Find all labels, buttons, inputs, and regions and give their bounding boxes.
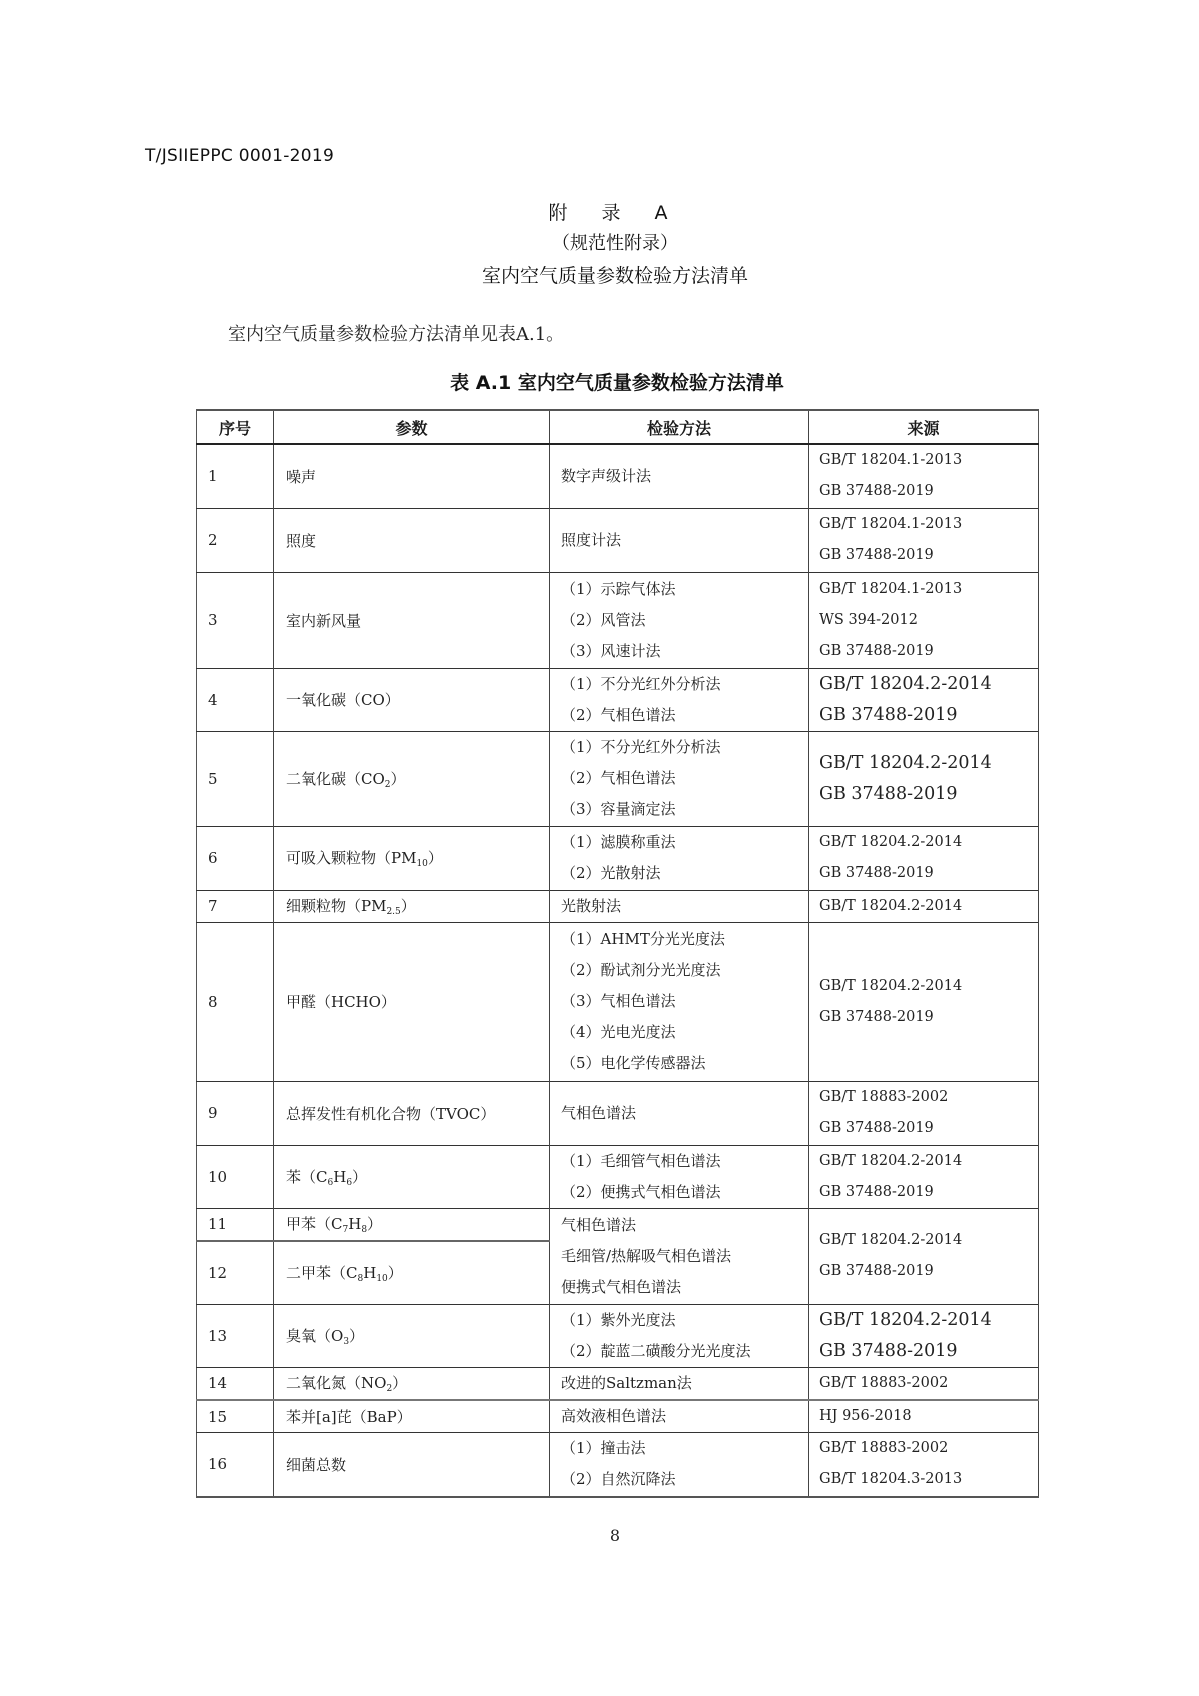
source-cell — [809, 1367, 1039, 1400]
column-header-method: 检验方法 — [550, 410, 809, 444]
methods-table — [196, 409, 1039, 1498]
param-text: ） — [392, 1374, 408, 1393]
table-row — [197, 826, 1039, 890]
param-subscript: 3 — [343, 1336, 350, 1347]
column-header-param: 参数 — [274, 410, 550, 444]
source-cell — [809, 1304, 1039, 1367]
row-number: 6 — [197, 826, 274, 890]
method-line: 毛细管/热解吸气相色谱法 — [561, 1246, 732, 1265]
parameter-cell: 一氧化碳（CO） — [274, 668, 550, 731]
table-row — [197, 1145, 1039, 1208]
table-row — [197, 1208, 1039, 1241]
param-text: 臭氧（O — [286, 1326, 344, 1345]
source-line: WS 394-2012 — [819, 611, 918, 628]
table-row — [197, 890, 1039, 922]
source-line: GB/T 18204.2-2014 — [819, 673, 992, 694]
param-text: ） — [427, 849, 443, 867]
method-line: （3）气相色谱法 — [561, 992, 676, 1010]
source-line: GB/T 18204.2-2014 — [819, 1232, 963, 1248]
source-cell — [809, 572, 1039, 668]
source-line: GB/T 18883-2002 — [819, 1440, 949, 1457]
parameter-cell — [274, 1367, 550, 1400]
param-text: 二甲苯（C — [286, 1263, 358, 1282]
param-text: 二氧化氮（NO — [286, 1374, 387, 1393]
method-cell — [550, 890, 809, 922]
param-text: H — [363, 1263, 377, 1282]
source-line: GB 37488-2019 — [819, 1008, 934, 1025]
method-line: （1）不分光红外分析法 — [561, 738, 721, 756]
table-row — [197, 572, 1039, 668]
method-cell — [550, 1400, 809, 1433]
row-number: 5 — [197, 731, 274, 826]
param-text: ） — [390, 769, 406, 788]
page-number: 8 — [609, 1526, 621, 1545]
method-line: （3）风速计法 — [561, 641, 661, 660]
method-line: （2）酚试剂分光光度法 — [561, 961, 721, 979]
method-line: （2）气相色谱法 — [561, 705, 676, 724]
parameter-cell — [274, 1304, 550, 1367]
param-subscript: 6 — [327, 1177, 334, 1188]
method-line: （2）靛蓝二磺酸分光光度法 — [561, 1341, 751, 1360]
method-line: 气相色谱法 — [561, 1215, 637, 1234]
parameter-cell — [274, 890, 550, 922]
parameter-cell: 总挥发性有机化合物（TVOC） — [274, 1081, 550, 1145]
source-cell — [809, 508, 1039, 572]
param-text: H — [348, 1215, 362, 1234]
source-line: GB 37488-2019 — [819, 483, 934, 500]
row-number: 2 — [197, 508, 274, 572]
method-cell — [550, 1433, 809, 1497]
method-cell — [550, 668, 809, 731]
source-cell — [809, 1400, 1039, 1433]
parameter-cell: 细菌总数 — [274, 1433, 550, 1497]
method-cell — [550, 1145, 809, 1208]
table-row — [197, 668, 1039, 731]
table-header-row — [197, 410, 1039, 444]
method-line: （1）示踪气体法 — [561, 579, 676, 598]
source-cell — [809, 890, 1039, 922]
method-line: （1）紫外光度法 — [561, 1310, 676, 1329]
row-number: 12 — [197, 1241, 274, 1304]
param-subscript: 2 — [386, 1384, 393, 1395]
source-line: GB/T 18204.1-2013 — [819, 452, 963, 469]
source-cell — [809, 922, 1039, 1081]
table-row — [197, 1367, 1039, 1400]
parameter-cell — [274, 731, 550, 826]
source-line: GB 37488-2019 — [819, 865, 934, 881]
row-number: 11 — [197, 1208, 274, 1241]
method-line: 便携式气相色谱法 — [561, 1277, 682, 1296]
source-line: GB/T 18204.2-2014 — [819, 977, 963, 994]
param-text: ） — [387, 1263, 403, 1282]
param-text: 二氧化碳（CO — [286, 769, 385, 788]
source-line: GB/T 18204.3-2013 — [819, 1471, 963, 1488]
method-cell — [550, 826, 809, 890]
row-number: 15 — [197, 1400, 274, 1433]
source-line: GB/T 18204.2-2014 — [819, 897, 963, 914]
method-line: （2）自然沉降法 — [561, 1470, 676, 1489]
row-number: 8 — [197, 922, 274, 1081]
method-line: （1）毛细管气相色谱法 — [561, 1151, 721, 1170]
method-cell — [550, 1081, 809, 1145]
parameter-cell — [274, 1241, 550, 1304]
method-line: （1）撞击法 — [561, 1439, 646, 1458]
row-number: 7 — [197, 890, 274, 922]
source-line: GB/T 18204.2-2014 — [819, 1152, 963, 1169]
table-row — [197, 1400, 1039, 1433]
source-line: GB/T 18883-2002 — [819, 1089, 949, 1105]
source-cell — [809, 444, 1039, 508]
method-cell — [550, 1208, 809, 1304]
source-line: GB/T 18204.2-2014 — [819, 834, 963, 850]
source-line: GB 37488-2019 — [819, 547, 934, 563]
source-line: GB 37488-2019 — [819, 1263, 934, 1279]
source-line: HJ 956-2018 — [819, 1408, 912, 1424]
method-line: （1）不分光红外分析法 — [561, 674, 721, 693]
row-number: 1 — [197, 444, 274, 508]
method-line: （1）滤膜称重法 — [561, 833, 676, 851]
source-cell — [809, 731, 1039, 826]
method-line: （1）AHMT分光光度法 — [561, 930, 725, 948]
param-subscript: 7 — [342, 1225, 349, 1236]
method-cell — [550, 1304, 809, 1367]
source-line: GB 37488-2019 — [819, 704, 958, 725]
method-cell — [550, 731, 809, 826]
appendix-heading: 附 录 A — [548, 202, 682, 224]
table-row — [197, 1304, 1039, 1367]
method-line: 改进的Saltzman法 — [561, 1373, 692, 1392]
parameter-cell: 室内新风量 — [274, 572, 550, 668]
row-number: 9 — [197, 1081, 274, 1145]
method-line: （2）气相色谱法 — [561, 769, 676, 787]
appendix-title: 室内空气质量参数检验方法清单 — [481, 265, 748, 287]
param-subscript: 8 — [361, 1225, 368, 1236]
source-line: GB/T 18204.2-2014 — [819, 1309, 992, 1330]
table-row — [197, 444, 1039, 508]
source-cell — [809, 1145, 1039, 1208]
row-number: 16 — [197, 1433, 274, 1497]
param-subscript: 10 — [376, 1273, 388, 1284]
source-line: GB/T 18883-2002 — [819, 1374, 949, 1391]
method-line: （2）风管法 — [561, 610, 646, 629]
method-line: 光散射法 — [561, 896, 622, 915]
source-cell — [809, 1208, 1039, 1304]
method-cell — [550, 444, 809, 508]
appendix-type: （规范性附录） — [552, 233, 678, 254]
method-line: 照度计法 — [561, 530, 622, 549]
param-text: ） — [352, 1167, 368, 1186]
param-text: 苯（C — [286, 1167, 328, 1186]
table-row — [197, 922, 1039, 1081]
parameter-cell: 噪声 — [274, 444, 550, 508]
param-text: 甲苯（C — [286, 1215, 343, 1234]
parameter-cell — [274, 1208, 550, 1241]
table-row — [197, 1081, 1039, 1145]
parameter-cell: 苯并[a]芘（BaP） — [274, 1400, 550, 1433]
param-text: ） — [367, 1215, 383, 1234]
param-text: ） — [349, 1326, 365, 1345]
method-cell — [550, 1367, 809, 1400]
method-cell — [550, 508, 809, 572]
parameter-cell — [274, 1145, 550, 1208]
source-line: GB/T 18204.1-2013 — [819, 516, 963, 532]
param-subscript: 10 — [416, 859, 428, 869]
document-code: T/JSIIEPPC 0001-2019 — [145, 146, 335, 166]
source-line: GB 37488-2019 — [819, 642, 934, 659]
source-line: GB 37488-2019 — [819, 1120, 934, 1136]
source-cell — [809, 1081, 1039, 1145]
method-line: （3）容量滴定法 — [561, 800, 676, 818]
source-line: GB/T 18204.2-2014 — [819, 752, 992, 773]
method-line: （2）光散射法 — [561, 864, 661, 882]
parameter-cell — [274, 826, 550, 890]
row-number: 3 — [197, 572, 274, 668]
source-cell — [809, 826, 1039, 890]
param-text: 细颗粒物（PM — [286, 897, 387, 915]
parameter-cell: 甲醛（HCHO） — [274, 922, 550, 1081]
row-number: 4 — [197, 668, 274, 731]
table-row — [197, 1433, 1039, 1497]
source-cell — [809, 1433, 1039, 1497]
param-text: H — [333, 1167, 347, 1186]
param-text: 可吸入颗粒物（PM — [286, 849, 417, 867]
table-row — [197, 508, 1039, 572]
source-cell — [809, 668, 1039, 731]
intro-paragraph: 室内空气质量参数检验方法清单见表A.1。 — [228, 324, 565, 345]
method-cell — [550, 922, 809, 1081]
param-subscript: 6 — [346, 1177, 353, 1188]
table-row — [197, 731, 1039, 826]
row-number: 10 — [197, 1145, 274, 1208]
row-number: 13 — [197, 1304, 274, 1367]
column-header-source: 来源 — [809, 410, 1039, 444]
source-line: GB 37488-2019 — [819, 783, 958, 804]
method-line: 气相色谱法 — [561, 1103, 637, 1122]
method-line: （4）光电光度法 — [561, 1023, 676, 1041]
source-line: GB 37488-2019 — [819, 1183, 934, 1200]
parameter-cell: 照度 — [274, 508, 550, 572]
column-header-no: 序号 — [197, 410, 274, 444]
method-line: 高效液相色谱法 — [561, 1407, 667, 1425]
table-caption: 表 A.1 室内空气质量参数检验方法清单 — [450, 372, 784, 394]
method-line: （2）便携式气相色谱法 — [561, 1182, 721, 1201]
param-subscript: 8 — [357, 1273, 364, 1284]
param-text: ） — [400, 897, 416, 915]
method-line: （5）电化学传感器法 — [561, 1054, 706, 1072]
row-number: 14 — [197, 1367, 274, 1400]
source-line: GB 37488-2019 — [819, 1340, 958, 1361]
param-subscript: 2 — [384, 779, 391, 790]
method-cell — [550, 572, 809, 668]
source-line: GB/T 18204.1-2013 — [819, 580, 963, 597]
method-line: 数字声级计法 — [561, 466, 652, 485]
param-subscript: 2.5 — [386, 907, 401, 917]
